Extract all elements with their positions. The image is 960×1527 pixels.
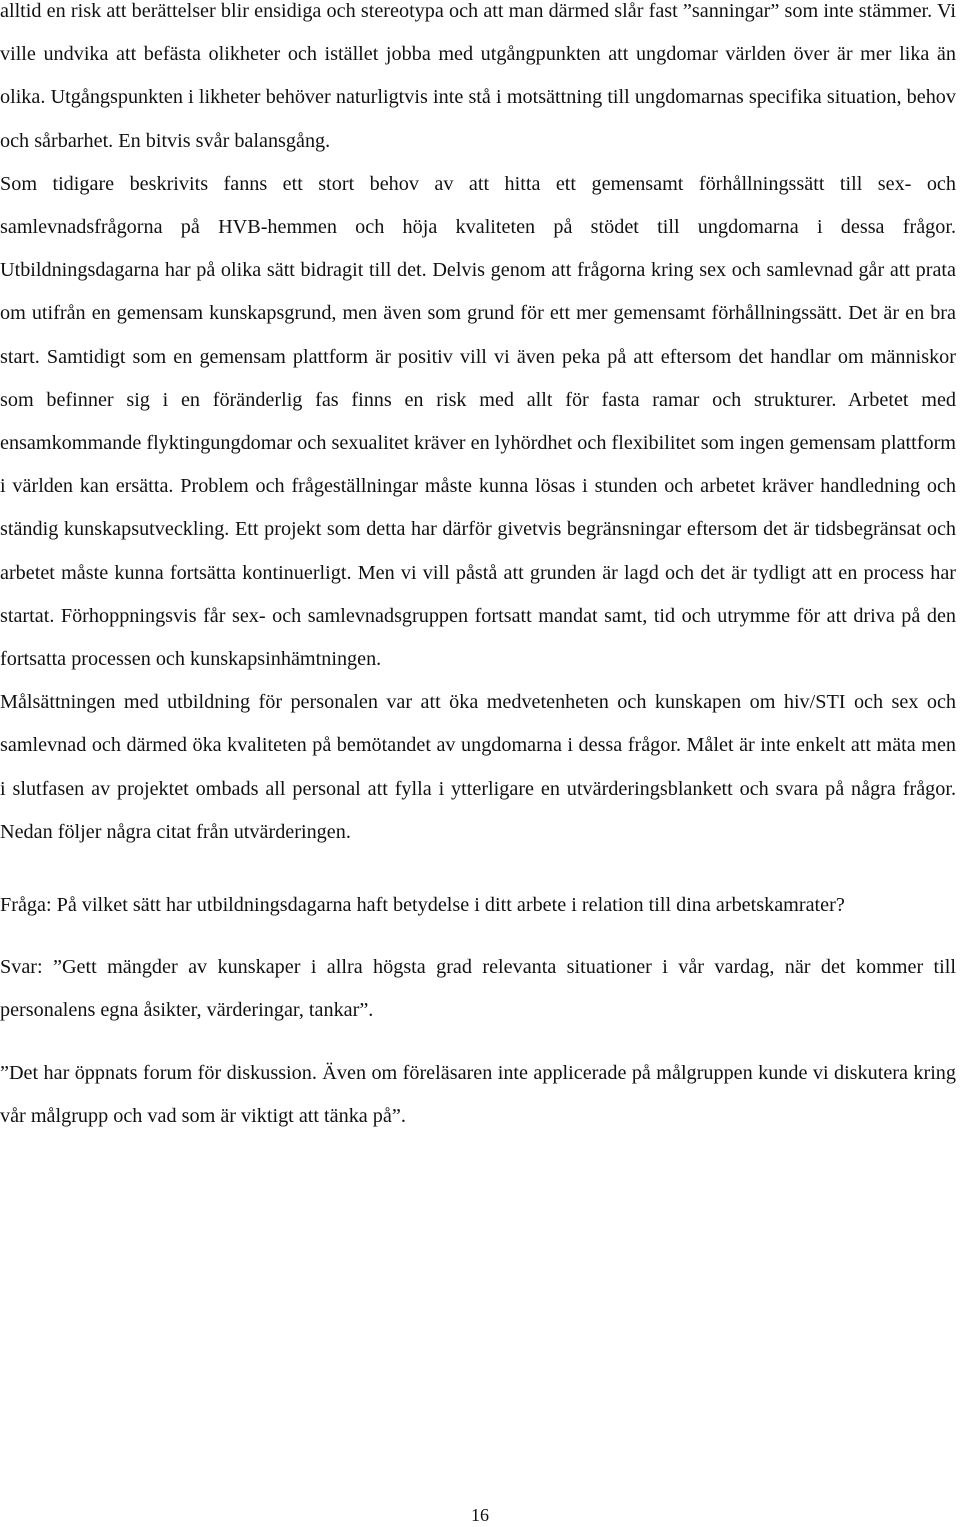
- body-paragraph-3: Målsättningen med utbildning för personalen var att öka medvetenheten och kunskapen om hiv/STI och sex och samlevnad och därmed öka kvaliteten på bemötandet av ungdomarna i dessa frågor. Målet är inte enkelt att mäta men i slutfasen av projektet ombads all personal att fylla i ytterligare en utvärderingsblankett och svara på några frågor. Nedan följer några citat från utvärderingen.: [0, 691, 956, 843]
- body-paragraph-2: Som tidigare beskrivits fanns ett stort behov av att hitta ett gemensamt förhållningssätt till sex- och samlevnadsfrågorna på HVB-hemmen och höja kvaliteten på stödet till ungdomarna i dessa frågor. Utbildningsdagarna har på olika sätt bidragit till det. Delvis genom att frågorna kring sex och samlevnad går att prata om utifrån en gemensam kunskapsgrund, men även som grund för ett mer gemensamt förhållningssätt. Det är en bra start. Samtidigt som en gemensam plattform är positiv vill vi även peka på att eftersom det handlar om människor som befinner sig i en föränderlig fas finns en risk med allt för fasta ramar och strukturer. Arbetet med ensamkommande flyktingungdomar och sexualitet kräver en lyhördhet och flexibilitet som ingen gemensam plattform i världen kan ersätta. Problem och frågeställningar måste kunna lösas i stunden och arbetet kräver handledning och ständig kunskapsutveckling. Ett projekt som detta har därför givetvis begränsningar eftersom det är tidsbegränsat och arbetet måste kunna fortsätta kontinuerligt. Men vi vill påstå att grunden är lagd och det är tydligt att en process har startat. Förhoppningsvis får sex- och samlevnadsgruppen fortsatt mandat samt, tid och utrymme för att driva på den fortsatta processen och kunskapsinhämtningen.: [0, 172, 956, 671]
- page-number: 16: [471, 1505, 489, 1525]
- body-paragraph-1: alltid en risk att berättelser blir ensidiga och stereotypa och att man därmed slår fast ”sanningar” som inte stämmer. Vi ville undvika att befästa olikheter och istället jobba med utgångpunkten att ungdomar världen över är mer lika än olika. Utgångspunkten i likheter behöver naturligtvis inte stå i motsättning till ungdomarnas specifika situation, behov och sårbarhet. En bitvis svår balansgång.: [0, 0, 956, 152]
- evaluation-answer: Svar: ”Gett mängder av kunskaper i allra högsta grad relevanta situationer i vår vardag, när det kommer till personalens egna åsikter, värderingar, tankar”.: [0, 956, 956, 1022]
- evaluation-question: Fråga: På vilket sätt har utbildningsdagarna haft betydelse i ditt arbete i relation till dina arbetskamrater?: [0, 894, 845, 917]
- evaluation-quote: ”Det har öppnats forum för diskussion. Även om föreläsaren inte applicerade på målgruppen kunde vi diskutera kring vår målgrupp och vad som är viktigt att tänka på”.: [0, 1061, 956, 1127]
